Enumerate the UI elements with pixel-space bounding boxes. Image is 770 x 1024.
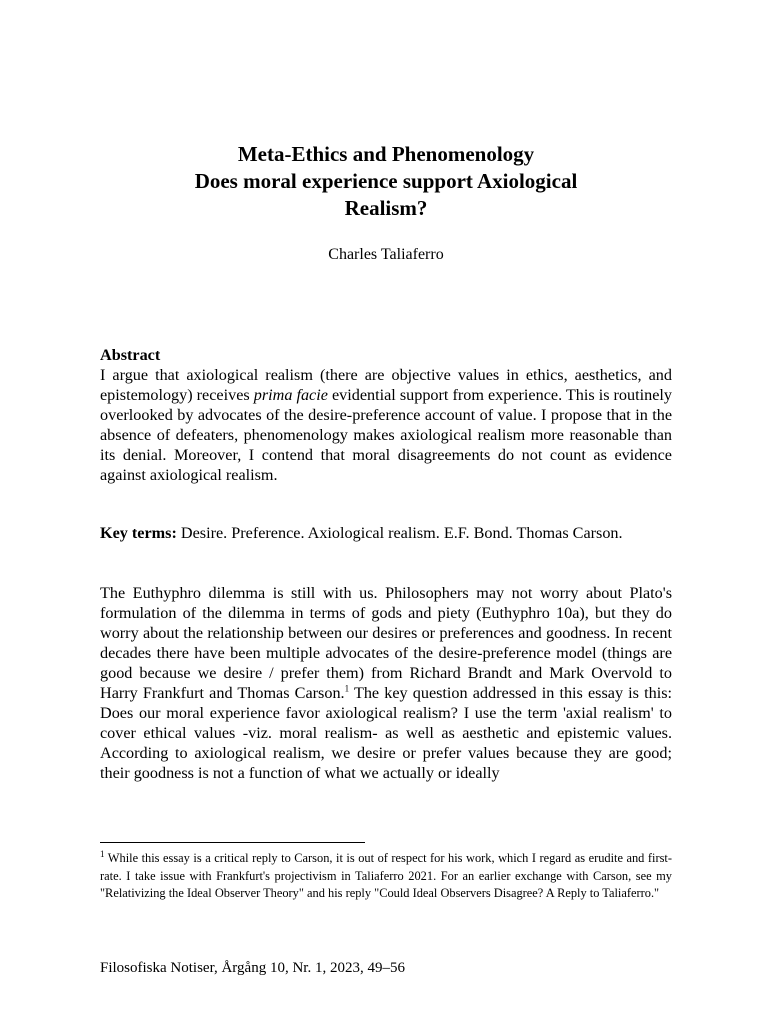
footnote-marker: 1	[100, 848, 105, 859]
abstract-text-part-1: I argue that axiological realism (there are objective values in ethics, aesthetics, and epistemology) receives	[100, 366, 672, 404]
footnote-divider	[100, 842, 365, 843]
key-terms-label: Key terms:	[100, 524, 177, 542]
paper-title	[100, 141, 672, 222]
journal-citation: Filosofiska Notiser, Årgång 10, Nr. 1, 2023, 49–56	[100, 960, 405, 976]
footnote	[100, 850, 672, 903]
abstract-italic-phrase: prima facie	[253, 386, 328, 404]
footnote-text: While this essay is a critical reply to Carson, it is out of respect for his work, which I regard as erudite and first-rate. I take issue with Frankfurt's projectivism in Taliaferro 2021. For an earlier exchange with Carson, see my "Relativizing the Ideal Observer Theory" and his reply "Could Ideal Observers Disagree? A Reply to Taliaferro."	[100, 851, 672, 900]
main-paragraph	[100, 583, 672, 783]
key-terms-text: Desire. Preference. Axiological realism. E.F. Bond. Thomas Carson.	[180, 524, 623, 542]
footnote-reference[interactable]: 1	[344, 683, 350, 694]
author-name: Charles Taliaferro	[328, 246, 444, 263]
abstract-text	[100, 365, 672, 485]
title-line-1: Meta-Ethics and Phenomenology	[237, 142, 535, 166]
abstract-text-part-2: evidential support from experience. This is routinely overlooked by advocates of the desire-preference account of value. I propose that in the absence of defeaters, phenomenology makes axiological realism more reasonable than its denial. Moreover, I contend that moral disagreements do not count as evidence against axiological realism.	[100, 386, 672, 484]
main-paragraph-part-2: The key question addressed in this essay is this: Does our moral experience favor axiological realism? I use the term 'axial realism' to cover ethical values -viz. moral realism- as well as aesthetic and epistemic values. According to axiological realism, we desire or prefer values because they are good; their goodness is not a function of what we actually or ideally	[100, 684, 672, 782]
abstract-heading: Abstract	[100, 346, 161, 364]
title-line-3: Realism?	[344, 196, 428, 220]
key-terms	[100, 523, 672, 543]
title-line-2: Does moral experience support Axiological	[194, 169, 578, 193]
main-paragraph-part-1: The Euthyphro dilemma is still with us. Philosophers may not worry about Plato's formulation of the dilemma in terms of gods and piety (Euthyphro 10a), but they do worry about the relationship between our desires or preferences and goodness. In recent decades there have been multiple advocates of the desire-preference model (things are good because we desire / prefer them) from Richard Brandt and Mark Overvold to Harry Frankfurt and Thomas Carson.	[100, 584, 672, 702]
